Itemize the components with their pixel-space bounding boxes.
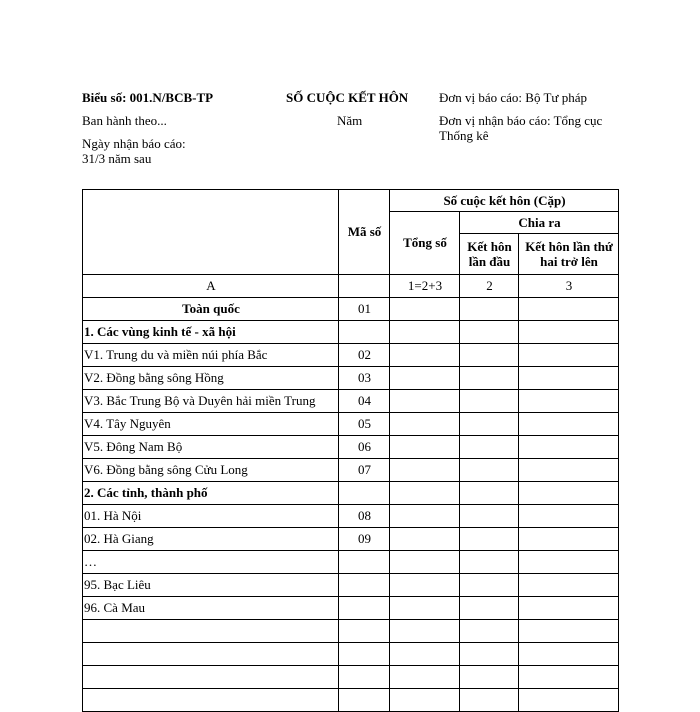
header-label-cell xyxy=(83,190,339,275)
row-value-total xyxy=(390,321,460,344)
row-value-first xyxy=(460,413,519,436)
row-value-second xyxy=(519,436,619,459)
row-value-total xyxy=(390,482,460,505)
row-value-total xyxy=(390,367,460,390)
row-value-second xyxy=(519,689,619,712)
index-cell xyxy=(339,275,390,298)
table-row xyxy=(83,551,619,574)
row-value-second xyxy=(519,482,619,505)
receiving-unit-line2: Thống kê xyxy=(439,128,489,143)
row-code xyxy=(339,643,390,666)
table-row xyxy=(83,436,619,459)
row-label: V1. Trung du và miền núi phía Bắc xyxy=(83,344,339,367)
table-row xyxy=(83,390,619,413)
row-value-first xyxy=(460,482,519,505)
table-row xyxy=(83,459,619,482)
row-value-second xyxy=(519,551,619,574)
row-value-first xyxy=(460,436,519,459)
year-label: Năm xyxy=(337,113,363,128)
row-value-first xyxy=(460,666,519,689)
row-value-total xyxy=(390,459,460,482)
row-value-total xyxy=(390,344,460,367)
row-value-total xyxy=(390,597,460,620)
row-label: V5. Đông Nam Bộ xyxy=(83,436,339,459)
row-label: V3. Bắc Trung Bộ và Duyên hải miền Trung xyxy=(83,390,339,413)
index-row xyxy=(83,275,619,298)
row-label: 02. Hà Giang xyxy=(83,528,339,551)
row-value-second xyxy=(519,390,619,413)
row-value-first xyxy=(460,643,519,666)
row-code: 08 xyxy=(339,505,390,528)
row-code: 06 xyxy=(339,436,390,459)
row-code xyxy=(339,597,390,620)
table-row xyxy=(83,620,619,643)
header-first-line1: Kết hôn xyxy=(467,239,512,254)
header-first-line2: lần đầu xyxy=(468,254,511,269)
row-code xyxy=(339,482,390,505)
row-label: V4. Tây Nguyên xyxy=(83,413,339,436)
row-value-total xyxy=(390,528,460,551)
row-label: 2. Các tỉnh, thành phố xyxy=(83,482,339,505)
row-value-second xyxy=(519,528,619,551)
row-code xyxy=(339,321,390,344)
row-code xyxy=(339,666,390,689)
row-value-second xyxy=(519,344,619,367)
row-value-total xyxy=(390,551,460,574)
row-value-second xyxy=(519,321,619,344)
row-value-total xyxy=(390,413,460,436)
row-value-second xyxy=(519,620,619,643)
row-label: Toàn quốc xyxy=(83,298,339,321)
row-value-first xyxy=(460,620,519,643)
reporting-unit: Đơn vị báo cáo: Bộ Tư pháp xyxy=(439,90,587,105)
row-value-second xyxy=(519,643,619,666)
row-value-first xyxy=(460,367,519,390)
row-value-total xyxy=(390,505,460,528)
row-label: … xyxy=(83,551,339,574)
header-group: Số cuộc kết hôn (Cặp) xyxy=(390,190,619,212)
row-value-second xyxy=(519,574,619,597)
row-value-first xyxy=(460,689,519,712)
index-cell: A xyxy=(83,275,339,298)
table-row xyxy=(83,689,619,712)
row-value-total xyxy=(390,574,460,597)
form-number: Biểu số: 001.N/BCB-TP xyxy=(82,90,214,105)
receive-date-value: 31/3 năm sau xyxy=(82,151,152,166)
row-value-second xyxy=(519,459,619,482)
table-row xyxy=(83,597,619,620)
table-row xyxy=(83,528,619,551)
table-row xyxy=(83,298,619,321)
index-cell: 1=2+3 xyxy=(390,275,460,298)
row-label xyxy=(83,666,339,689)
row-value-total xyxy=(390,436,460,459)
row-value-first xyxy=(460,321,519,344)
row-label xyxy=(83,620,339,643)
index-cell: 2 xyxy=(460,275,519,298)
row-value-first xyxy=(460,459,519,482)
row-label: 95. Bạc Liêu xyxy=(83,574,339,597)
row-value-first xyxy=(460,344,519,367)
row-value-total xyxy=(390,666,460,689)
table-row xyxy=(83,413,619,436)
row-code: 05 xyxy=(339,413,390,436)
row-label: V6. Đồng bằng sông Cửu Long xyxy=(83,459,339,482)
row-label xyxy=(83,643,339,666)
issued-by: Ban hành theo... xyxy=(82,113,167,128)
row-value-second xyxy=(519,298,619,321)
row-value-first xyxy=(460,528,519,551)
table-row xyxy=(83,321,619,344)
row-label xyxy=(83,689,339,712)
row-value-total xyxy=(390,643,460,666)
row-label: 96. Cà Mau xyxy=(83,597,339,620)
report-table xyxy=(82,189,619,712)
row-value-second xyxy=(519,413,619,436)
table-row xyxy=(83,574,619,597)
row-label: V2. Đồng bằng sông Hồng xyxy=(83,367,339,390)
table-row xyxy=(83,344,619,367)
row-value-second xyxy=(519,505,619,528)
row-value-second xyxy=(519,597,619,620)
header-code: Mã số xyxy=(339,190,390,275)
row-code: 01 xyxy=(339,298,390,321)
header-first-marriage xyxy=(460,234,519,275)
row-code: 09 xyxy=(339,528,390,551)
table-row xyxy=(83,367,619,390)
row-code: 03 xyxy=(339,367,390,390)
row-value-total xyxy=(390,390,460,413)
row-value-first xyxy=(460,505,519,528)
row-code: 02 xyxy=(339,344,390,367)
row-value-total xyxy=(390,689,460,712)
table-row xyxy=(83,643,619,666)
header-second-line1: Kết hôn lần thứ xyxy=(525,239,613,254)
index-cell: 3 xyxy=(519,275,619,298)
table-row xyxy=(83,666,619,689)
row-value-first xyxy=(460,390,519,413)
header-total: Tổng số xyxy=(390,212,460,275)
row-code xyxy=(339,689,390,712)
row-code xyxy=(339,620,390,643)
receiving-unit-line1: Đơn vị nhận báo cáo: Tổng cục xyxy=(439,113,603,128)
row-label: 1. Các vùng kinh tế - xã hội xyxy=(83,321,339,344)
row-value-first xyxy=(460,597,519,620)
row-label: 01. Hà Nội xyxy=(83,505,339,528)
row-code xyxy=(339,574,390,597)
header-second-marriage xyxy=(519,234,619,275)
row-value-first xyxy=(460,574,519,597)
table-row xyxy=(83,482,619,505)
row-value-total xyxy=(390,620,460,643)
page-title: SỐ CUỘC KẾT HÔN xyxy=(286,90,409,105)
table-row xyxy=(83,505,619,528)
receive-date-label: Ngày nhận báo cáo: xyxy=(82,136,186,151)
row-value-first xyxy=(460,551,519,574)
row-value-total xyxy=(390,298,460,321)
row-value-second xyxy=(519,666,619,689)
header-breakdown: Chia ra xyxy=(460,212,619,234)
row-code: 07 xyxy=(339,459,390,482)
row-value-second xyxy=(519,367,619,390)
header-second-line2: hai trở lên xyxy=(540,254,598,269)
row-code xyxy=(339,551,390,574)
row-value-first xyxy=(460,298,519,321)
row-code: 04 xyxy=(339,390,390,413)
